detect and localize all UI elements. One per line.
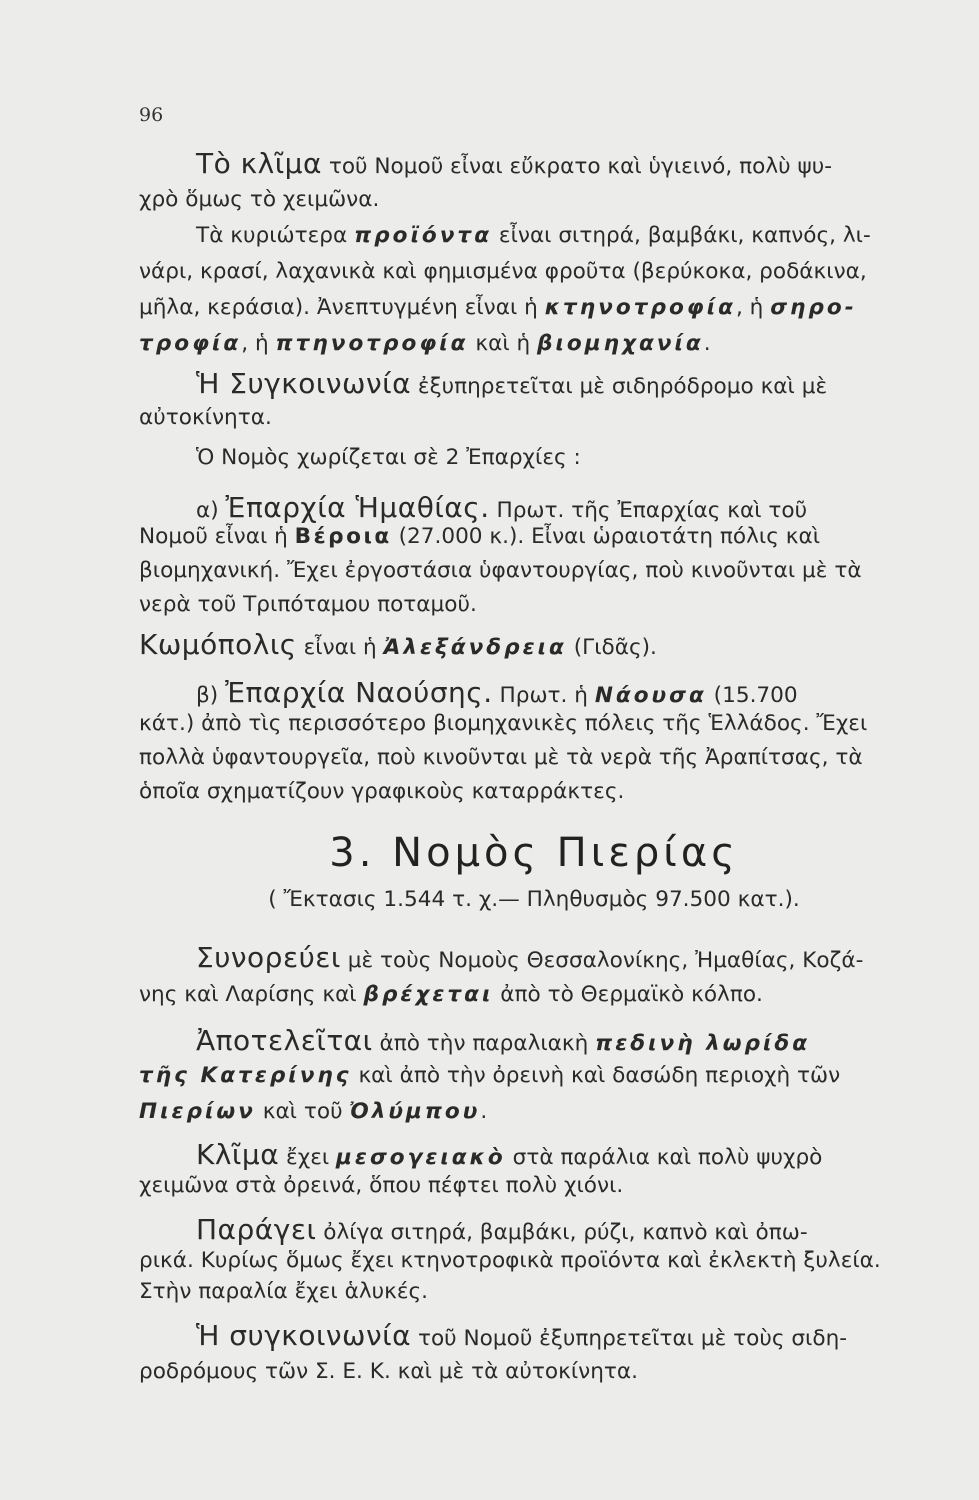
line-text: Νομοῦ εἶναι ἡ bbox=[139, 524, 295, 549]
lead-term: Συνορεύει bbox=[196, 941, 341, 974]
line-text: (15.700 bbox=[706, 683, 798, 708]
lead-term: Ἡ συγκοινωνία bbox=[196, 1319, 412, 1352]
text-line: ρικά. Κυρίως ὅμως ἔχει κτηνοτροφικὰ προϊόντα καὶ ἐκλεκτὴ ξυλεία. bbox=[139, 1248, 881, 1273]
spaced-term: τροφία bbox=[139, 331, 242, 356]
text-line: ροδρόμους τῶν Σ. Ε. Κ. καὶ μὲ τὰ αὐτοκίνητα. bbox=[139, 1359, 638, 1384]
line-text: (Γιδᾶς). bbox=[566, 635, 657, 660]
line-text: καὶ τοῦ bbox=[255, 1099, 350, 1124]
lead-term: Ἡ Συγκοινωνία bbox=[196, 367, 412, 400]
section-heading: 3. Νομὸς Πιερίας bbox=[329, 830, 739, 876]
text-line: ὁποῖα σχηματίζουν γραφικοὺς καταρράκτες. bbox=[139, 779, 625, 804]
text-line: χειμῶνα στὰ ὀρεινά, ὅπου πέφτει πολὺ χιόνι. bbox=[139, 1173, 624, 1198]
line-text: τοῦ Νομοῦ εἶναι εὔκρατο καὶ ὑγιεινό, πολὺ ψυ- bbox=[321, 154, 832, 179]
line-text: . bbox=[480, 1099, 488, 1124]
text-line: βιομηχανική. Ἔχει ἐργοστάσια ὑφαντουργίας, ποὺ κινοῦνται μὲ τὰ bbox=[139, 558, 862, 583]
line-text: . bbox=[703, 331, 711, 356]
lead-term: Ἐπαρχία Ἡμαθίας. bbox=[225, 491, 490, 524]
line-text: εἶναι σιτηρά, βαμβάκι, καπνός, λι- bbox=[492, 223, 871, 248]
section-subtitle: ( Ἔκτασις 1.544 τ. χ.— Πληθυσμὸς 97.500 κατ.). bbox=[268, 887, 800, 912]
lead-term: Κλῖμα bbox=[196, 1138, 280, 1171]
spaced-term: Βέροια bbox=[294, 524, 392, 549]
text-line: αὐτοκίνητα. bbox=[139, 405, 272, 430]
line-text: καὶ ἀπὸ τὴν ὀρεινὴ καὶ δασώδη περιοχὴ τῶν bbox=[351, 1063, 841, 1088]
spaced-term: Ὀλύμπου bbox=[349, 1099, 481, 1124]
text-line bbox=[139, 940, 979, 979]
line-text: μῆλα, κεράσια). Ἀνεπτυγμένη εἶναι ἡ bbox=[139, 295, 545, 320]
text-line bbox=[139, 1058, 929, 1094]
line-text: α) bbox=[196, 498, 226, 523]
page-number: 96 bbox=[139, 104, 164, 126]
text-line bbox=[139, 977, 929, 1013]
spaced-term: Ἀλεξάνδρεια bbox=[383, 635, 567, 660]
spaced-term: προϊόντα bbox=[354, 223, 493, 248]
line-text: β) bbox=[196, 683, 226, 708]
line-text: Πρωτ. τῆς Ἐπαρχίας καὶ τοῦ bbox=[489, 498, 808, 523]
text-line: Ὁ Νομὸς χωρίζεται σὲ 2 Ἐπαρχίες : bbox=[196, 445, 581, 470]
spaced-term: πεδινὴ λωρίδα bbox=[595, 1031, 811, 1056]
text-line bbox=[139, 1094, 929, 1130]
line-text: , ἡ bbox=[735, 295, 771, 320]
spaced-term: κτηνοτροφία bbox=[544, 295, 736, 320]
text-line bbox=[139, 146, 979, 185]
lead-term: Κωμόπολις bbox=[139, 628, 297, 661]
line-text: ἐξυπηρετεῖται μὲ σιδηρόδρομο καὶ μὲ bbox=[411, 374, 828, 399]
spaced-term: βρέχεται bbox=[363, 982, 494, 1007]
spaced-term: βιομηχανία bbox=[537, 331, 704, 356]
lead-term: Παράγει bbox=[196, 1213, 317, 1246]
line-text: Τὰ κυριώτερα bbox=[196, 223, 355, 248]
text-line bbox=[139, 519, 929, 555]
line-text: , ἡ bbox=[241, 331, 276, 356]
text-line: πολλὰ ὑφαντουργεῖα, ποὺ κινοῦνται μὲ τὰ νερὰ τῆς Ἀραπίτσας, τὰ bbox=[139, 745, 863, 770]
text-line: κάτ.) ἀπὸ τὶς περισσότερο βιομηχανικὲς πόλεις τῆς Ἑλλάδος. Ἔχει bbox=[139, 711, 868, 736]
line-text: (27.000 κ.). Εἶναι ὡραιοτάτη πόλις καὶ bbox=[391, 524, 821, 549]
lead-term: Ἀποτελεῖται bbox=[196, 1024, 373, 1057]
lead-term: Ἐπαρχία Ναούσης. bbox=[225, 676, 493, 709]
line-text: καὶ ἡ bbox=[468, 331, 538, 356]
line-text: τοῦ Νομοῦ ἐξυπηρετεῖται μὲ τοὺς σιδη- bbox=[411, 1326, 848, 1351]
spaced-term: Πιερίων bbox=[139, 1099, 256, 1124]
lead-term: Τὸ κλῖμα bbox=[196, 147, 322, 180]
line-text: μὲ τοὺς Νομοὺς Θεσσαλονίκης, Ἠμαθίας, Κοζά- bbox=[340, 948, 864, 973]
spaced-term: σηρο- bbox=[770, 295, 857, 320]
text-line bbox=[139, 218, 979, 254]
text-line bbox=[139, 290, 929, 326]
spaced-term: τῆς Κατερίνης bbox=[139, 1063, 352, 1088]
line-text: ἔχει bbox=[279, 1145, 337, 1170]
line-text: νης καὶ Λαρίσης καὶ bbox=[139, 982, 364, 1007]
spaced-term: πτηνοτροφία bbox=[275, 331, 469, 356]
line-text: ἀπὸ τὴν παραλιακὴ bbox=[372, 1031, 596, 1056]
text-line: χρὸ ὅμως τὸ χειμῶνα. bbox=[139, 187, 380, 212]
text-line: νάρι, κρασί, λαχανικὰ καὶ φημισμένα φροῦτα (βερύκοκα, ροδάκινα, bbox=[139, 259, 867, 284]
spaced-term: Νάουσα bbox=[594, 683, 707, 708]
line-text: ὀλίγα σιτηρά, βαμβάκι, ρύζι, καπνὸ καὶ ὀπω- bbox=[316, 1220, 808, 1245]
spaced-term: μεσογειακὸ bbox=[336, 1145, 506, 1170]
text-line bbox=[139, 627, 929, 666]
line-text: εἶναι ἡ bbox=[296, 635, 384, 660]
text-line bbox=[139, 326, 929, 362]
text-line bbox=[139, 1023, 979, 1062]
line-text: στὰ παράλια καὶ πολὺ ψυχρὸ bbox=[505, 1145, 823, 1170]
text-line bbox=[139, 1318, 979, 1357]
line-text: ἀπὸ τὸ Θερμαϊκὸ κόλπο. bbox=[493, 982, 763, 1007]
text-line: Στὴν παραλία ἔχει ἁλυκές. bbox=[139, 1279, 429, 1304]
text-line: νερὰ τοῦ Τριπόταμου ποταμοῦ. bbox=[139, 592, 477, 617]
line-text: Πρωτ. ἡ bbox=[492, 683, 595, 708]
